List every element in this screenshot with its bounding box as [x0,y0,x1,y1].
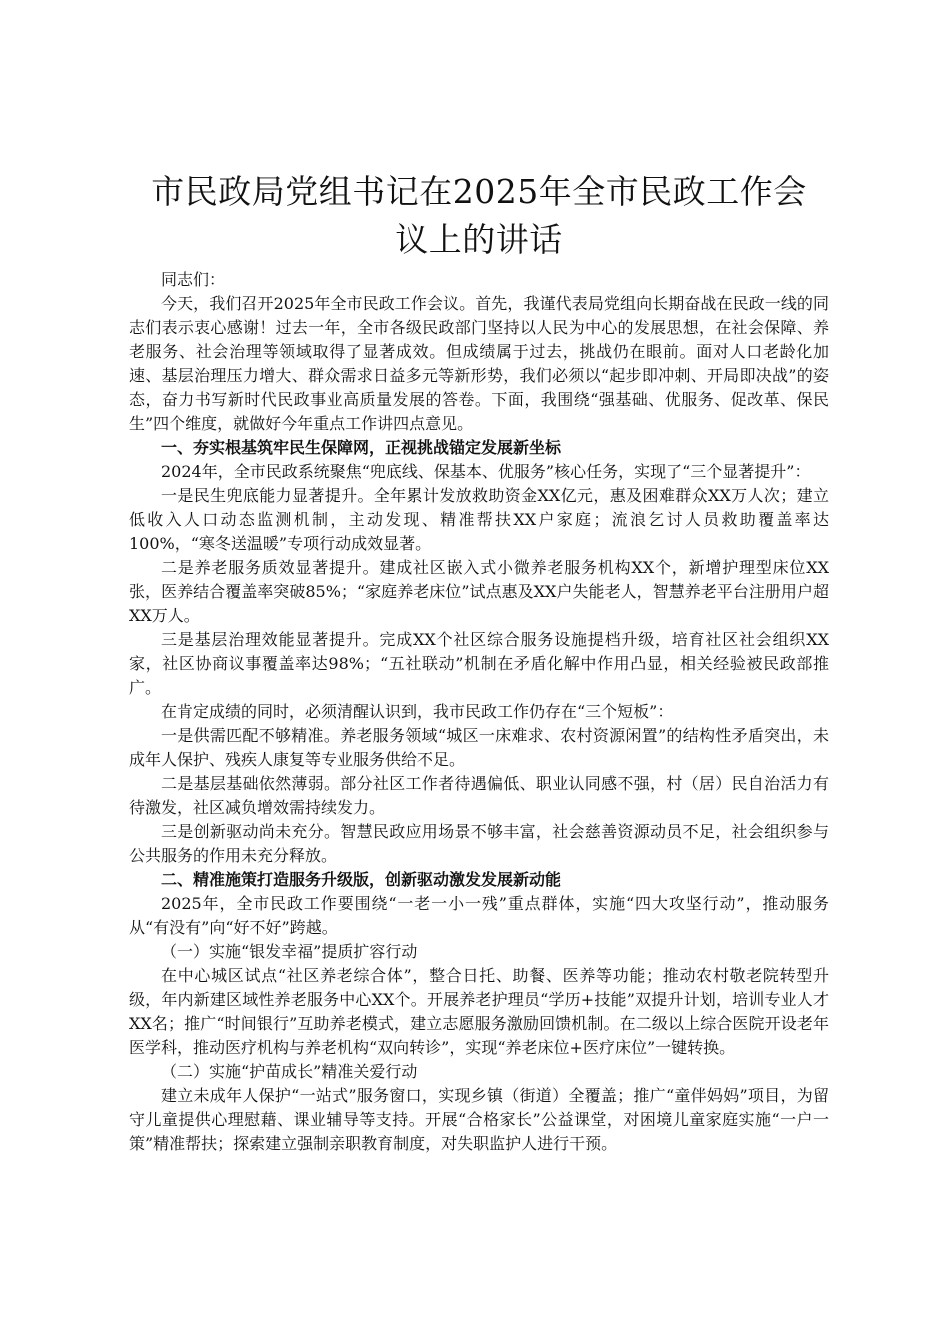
title-line-1: 市民政局党组书记在2025年全市民政工作会 [151,172,807,211]
document-title [129,168,829,264]
paragraph: 三是创新驱动尚未充分。智慧民政应用场景不够丰富，社会慈善资源动员不足，社会组织参与公共服务的作用未充分释放。 [129,822,829,865]
paragraph: 二是养老服务质效显著提升。建成社区嵌入式小微养老服务机构XX个，新增护理型床位XX张，医养结合覆盖率突破85%；“家庭养老床位”试点惠及XX户失能老人，智慧养老平台注册用户超XX万人。 [129,558,829,625]
paragraph: 二是基层基础依然薄弱。部分社区工作者待遇偏低、职业认同感不强，村（居）民自治活力有待激发，社区减负增效需持续发力。 [129,774,829,817]
section-heading-1: 一、夯实根基筑牢民生保障网，正视挑战锚定发展新坐标 [161,438,562,457]
paragraph-intro: 今天，我们召开2025年全市民政工作会议。首先，我谨代表局党组向长期奋战在民政一线的同志们表示衷心感谢！过去一年，全市各级民政部门坚持以人民为中心的发展思想，在社会保障、养老服务、社会治理等领域取得了显著成效。但成绩属于过去，挑战仍在眼前。面对人口老龄化加速、基层治理压力增大、群众需求日益多元等新形势，我们必须以“起步即冲刺、开局即决战”的姿态，奋力书写新时代民政事业高质量发展的答卷。下面，我围绕“强基础、优服务、促改革、保民生”四个维度，就做好今年重点工作讲四点意见。 [129,294,829,433]
greeting: 同志们： [161,270,226,289]
paragraph: 一是供需匹配不够精准。养老服务领域“城区一床难求、农村资源闲置”的结构性矛盾突出，未成年人保护、残疾人康复等专业服务供给不足。 [129,726,829,769]
paragraph: 三是基层治理效能显著提升。完成XX个社区综合服务设施提档升级，培育社区社会组织XX家，社区协商议事覆盖率达98%；“五社联动”机制在矛盾化解中作用凸显，相关经验被民政部推广。 [129,630,829,697]
subsection-heading-1: （一）实施“银发幸福”提质扩容行动 [161,942,418,961]
paragraph: 2025年，全市民政工作要围绕“一老一小一残”重点群体，实施“四大攻坚行动”，推动服务从“有没有”向“好不好”跨越。 [129,894,829,937]
paragraph: 建立未成年人保护“一站式”服务窗口，实现乡镇（街道）全覆盖；推广“童伴妈妈”项目，为留守儿童提供心理慰藉、课业辅导等支持。开展“合格家长”公益课堂，对困境儿童家庭实施“一户一策”精准帮扶；探索建立强制亲职教育制度，对失职监护人进行干预。 [129,1086,829,1153]
document-body [129,168,829,1156]
paragraph: 2024年，全市民政系统聚焦“兜底线、保基本、优服务”核心任务，实现了“三个显著提升”： [161,462,811,481]
subsection-heading-2: （二）实施“护苗成长”精准关爱行动 [161,1062,418,1081]
paragraph: 在中心城区试点“社区养老综合体”，整合日托、助餐、医养等功能；推动农村敬老院转型升级，年内新建区域性养老服务中心XX个。开展养老护理员“学历+技能”双提升计划，培训专业人才XX名；推广“时间银行”互助养老模式，建立志愿服务激励回馈机制。在二级以上综合医院开设老年医学科，推动医疗机构与养老机构“双向转诊”，实现“养老床位+医疗床位”一键转换。 [129,966,829,1057]
paragraph: 在肯定成绩的同时，必须清醒认识到，我市民政工作仍存在“三个短板”： [161,702,674,721]
paragraph: 一是民生兜底能力显著提升。全年累计发放救助资金XX亿元，惠及困难群众XX万人次；建立低收入人口动态监测机制，主动发现、精准帮扶XX户家庭；流浪乞讨人员救助覆盖率达100%，“寒冬送温暖”专项行动成效显著。 [129,486,829,553]
title-line-2: 议上的讲话 [395,220,563,259]
section-heading-2: 二、精准施策打造服务升级版，创新驱动激发发展新动能 [161,870,562,889]
speech-text [129,268,829,1156]
